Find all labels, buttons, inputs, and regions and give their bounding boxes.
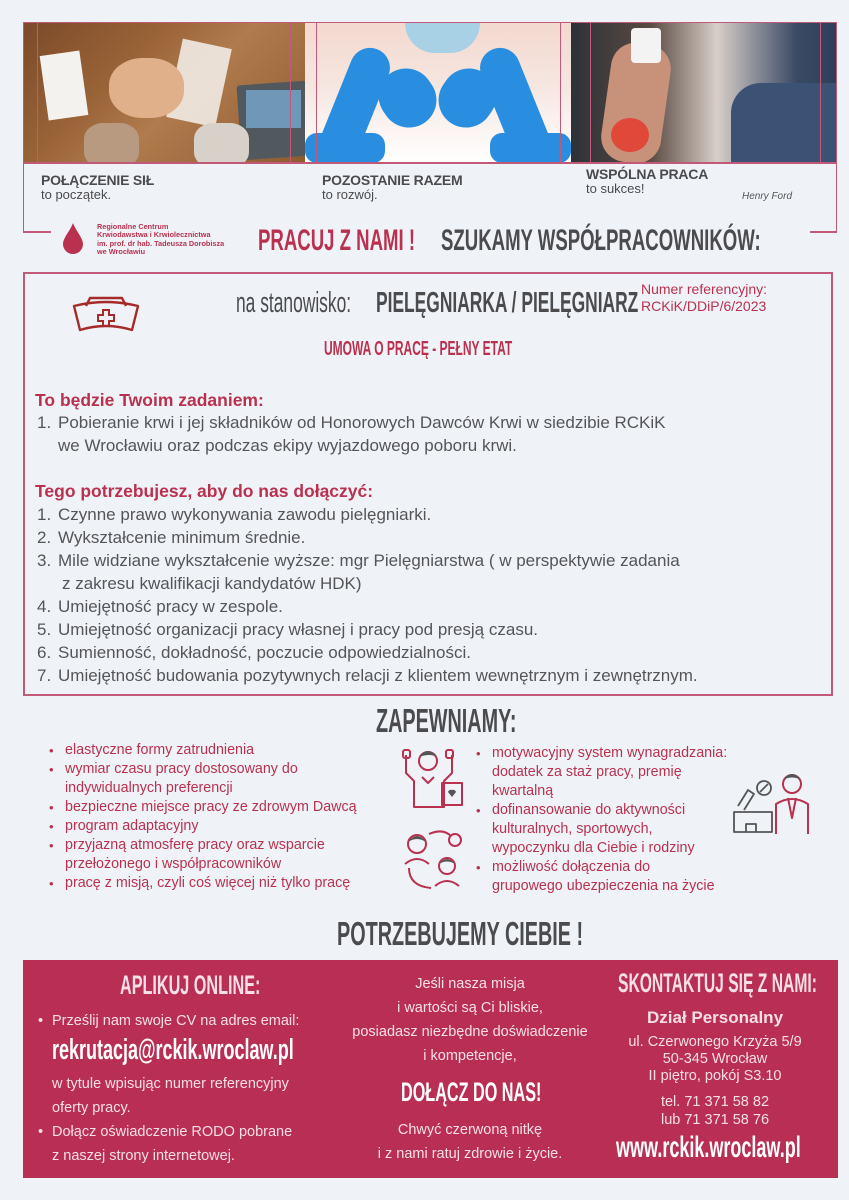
apply-instruction: Dołącz oświadczenie RODO pobrane (52, 1124, 293, 1140)
mission-line: i z nami ratuj zdrowie i życie. (377, 1146, 563, 1162)
requirement-item (37, 618, 698, 641)
apply-bullet-1: • Prześlij nam swoje CV na adres email: (38, 1013, 300, 1029)
benefit-text: elastyczne formy zatrudnienia (65, 742, 255, 758)
item-text: Sumienność, dokładność, poczucie odpowiedzialności. (58, 643, 471, 662)
requirement-item (37, 526, 698, 549)
requirements-heading: Tego potrzebujesz, aby do nas dołączyć: (35, 481, 374, 501)
benefit-item (475, 744, 727, 801)
item-text: Umiejętność pracy w zespole. (58, 597, 283, 616)
cta-heading-wrap (337, 915, 747, 955)
item-number: 7. (37, 666, 52, 685)
benefits-heading: ZAPEWNIAMY: (376, 702, 517, 739)
item-text: Wykształcenie minimum średnie. (58, 528, 306, 547)
photo-hands-together (24, 23, 305, 163)
item-text: Mile widziane wykształcenie wyższe: mgr Pielęgniarstwa ( w perspektywie zadania (58, 551, 680, 570)
benefit-text: przyjazną atmosferę pracy oraz wsparcie (65, 837, 325, 853)
quote-author: Henry Ford (742, 191, 793, 202)
phone-number[interactable]: lub 71 371 58 76 (660, 1112, 770, 1128)
benefit-text: możliwość dołączenia do (492, 859, 651, 875)
caption-2 (322, 172, 462, 201)
caption-title: POŁĄCZENIE SIŁ (41, 172, 155, 188)
contact-heading: SKONTAKTUJ SIĘ Z NAMI: (618, 968, 817, 998)
benefit-item (475, 801, 727, 858)
mission-line: Chwyć czerwoną nitkę (397, 1122, 543, 1138)
benefit-text: pracę z misją, czyli coś więcej niż tylko pracę (65, 875, 351, 891)
org-line: Krwiodawstwa i Krwiolecznictwa (97, 230, 211, 240)
requirement-item (37, 503, 698, 526)
benefit-text: dofinansowanie do aktywności (492, 802, 686, 818)
join-wrap (401, 1077, 635, 1111)
requirement-item (37, 664, 698, 687)
apply-heading: APLIKUJ ONLINE: (120, 970, 261, 1000)
headline-red: PRACUJ Z NAMI ! (258, 224, 416, 257)
item-number: 3. (37, 551, 52, 570)
photo-guide-line (316, 23, 317, 163)
benefit-text: kulturalnych, sportowych, (492, 821, 653, 837)
contract-type: UMOWA O PRACĘ - PEŁNY ETAT (324, 338, 513, 360)
mission-closing (330, 1118, 610, 1166)
caption-3 (586, 166, 708, 195)
teamwork-idea-icon (401, 828, 467, 892)
website-wrap (616, 1131, 849, 1167)
bonus-gift-icon (730, 768, 812, 840)
email-link[interactable]: rekrutacja@rckik.wroclaw.pl (52, 1034, 294, 1066)
benefit-text: wypoczynku dla Ciebie i rodziny (492, 840, 695, 856)
apply-bullet-2: • Dołącz oświadczenie RODO pobrane z naszej strony internetowej. (38, 1120, 292, 1168)
item-text: Czynne prawo wykonywania zawodu pielęgniarki. (58, 505, 432, 524)
benefit-text: kwartalną (492, 783, 554, 799)
caption-title: POZOSTANIE RAZEM (322, 172, 463, 188)
headline-gray-wrap (441, 224, 849, 258)
mission-line: Jeśli nasza misja (415, 976, 525, 992)
position-title: PIELĘGNIARKA / PIELĘGNIARZ (376, 287, 639, 319)
apply-bullet-1-cont (52, 1072, 289, 1120)
mission-line: i wartości są Ci bliskie, (397, 1000, 543, 1016)
address-line: 50-345 Wrocław (662, 1051, 768, 1067)
benefit-item (48, 741, 357, 760)
benefit-text: przełożonego i współpracowników (65, 856, 282, 872)
org-line: Regionalne Centrum (97, 222, 169, 231)
organization-name (97, 223, 224, 256)
benefits-list-right (475, 744, 727, 896)
caption-title: WSPÓLNA PRACA (586, 166, 709, 182)
frame-corner-left (23, 231, 51, 233)
requirement-item (37, 595, 698, 618)
benefit-text: indywidualnych preferencji (65, 780, 233, 796)
mission-text (330, 972, 610, 1068)
item-number: 4. (37, 597, 52, 616)
join-us-heading: DOŁĄCZ DO NAS! (401, 1077, 542, 1107)
caption-subtitle: to początek. (41, 187, 112, 202)
item-number: 1. (37, 505, 52, 524)
requirements-list (37, 503, 698, 687)
item-text: Umiejętność organizacji pracy własnej i pracy pod presją czasu. (58, 620, 538, 639)
position-prefix: na stanowisko: (236, 287, 352, 319)
apply-instruction: w tytule wpisując numer referencyjny (52, 1076, 289, 1092)
item-text: Pobieranie krwi i jej składników od Honorowych Dawców Krwi w siedzibie RCKiK (58, 413, 666, 432)
apply-instruction: Prześlij nam swoje CV na adres email: (52, 1013, 300, 1029)
item-number: 6. (37, 643, 52, 662)
duty-item (37, 411, 666, 457)
benefits-list-left (48, 741, 357, 893)
benefit-item (48, 874, 357, 893)
org-line: we Wrocławiu (97, 246, 146, 256)
website-link[interactable]: www.rckik.wroclaw.pl (616, 1131, 801, 1164)
photo-guide-line (37, 23, 38, 163)
contact-phones (610, 1093, 820, 1129)
phone-number[interactable]: tel. 71 371 58 82 (660, 1094, 770, 1110)
contact-address (610, 1034, 820, 1085)
benefit-text: program adaptacyjny (65, 818, 199, 834)
contract-type-wrap (324, 338, 638, 362)
apply-instruction: z naszej strony internetowej. (52, 1148, 235, 1164)
address-line: ul. Czerwonego Krzyża 5/9 (628, 1034, 802, 1050)
apply-heading-wrap (120, 970, 354, 1004)
benefit-item (48, 760, 357, 798)
apply-instruction: oferty pracy. (52, 1100, 131, 1116)
benefit-text: grupowego ubezpieczenia na życie (492, 878, 715, 894)
reference-value: RCKiK/DDiP/6/2023 (641, 298, 767, 314)
hero-baseline (24, 162, 836, 164)
caption-1 (41, 172, 154, 201)
blood-drop-icon (62, 222, 84, 254)
photo-guide-line (820, 23, 821, 163)
requirement-item (37, 641, 698, 664)
photo-glove-heart (305, 23, 571, 163)
nurse-cap-icon (70, 294, 142, 340)
mission-line: posiadasz niezbędne doświadczenie (352, 1024, 588, 1040)
benefit-text: bezpieczne miejsce pracy ze zdrowym Dawcą (65, 799, 357, 815)
caption-subtitle: to rozwój. (322, 187, 378, 202)
item-text: z zakresu kwalifikacji kandydatów HDK) (62, 574, 362, 593)
benefit-text: motywacyjny system wynagradzania: (492, 745, 728, 761)
requirement-item (37, 549, 698, 572)
contact-heading-wrap (618, 968, 849, 1002)
org-line: im. prof. dr hab. Tadeusza Dorobisza (97, 238, 225, 248)
caption-subtitle: to sukces! (586, 181, 645, 196)
cta-heading: POTRZEBUJEMY CIEBIE ! (337, 915, 584, 952)
benefit-item (475, 858, 727, 896)
benefit-text: wymiar czasu pracy dostosowany do (65, 761, 298, 777)
address-line: II piętro, pokój S3.10 (648, 1068, 782, 1084)
benefit-item (48, 836, 357, 874)
item-text: we Wrocławiu oraz podczas ekipy wyjazdowego poboru krwi. (58, 436, 517, 455)
duties-heading: To będzie Twoim zadaniem: (35, 390, 264, 410)
item-number: 2. (37, 528, 52, 547)
photo-guide-line (590, 23, 591, 163)
department-name: Dział Personalny (646, 1008, 784, 1027)
photo-guide-line (560, 23, 561, 163)
photo-blood-donor (571, 23, 836, 163)
benefit-item (48, 798, 357, 817)
headline-gray: SZUKAMY WSPÓŁPRACOWNIKÓW: (441, 224, 761, 257)
happy-worker-icon (400, 745, 468, 810)
photo-guide-line (290, 23, 291, 163)
mission-line: i kompetencje, (423, 1048, 517, 1064)
reference-label: Numer referencyjny: (641, 281, 768, 297)
item-text: Umiejętność budowania pozytywnych relacji z klientem wewnętrznym i zewnętrznym. (58, 666, 698, 685)
item-number: 1. (37, 413, 52, 432)
item-number: 5. (37, 620, 52, 639)
benefits-heading-wrap (376, 702, 610, 740)
benefit-item (48, 817, 357, 836)
reference-number (641, 281, 767, 315)
benefit-text: dodatek za staż pracy, premię (492, 764, 682, 780)
